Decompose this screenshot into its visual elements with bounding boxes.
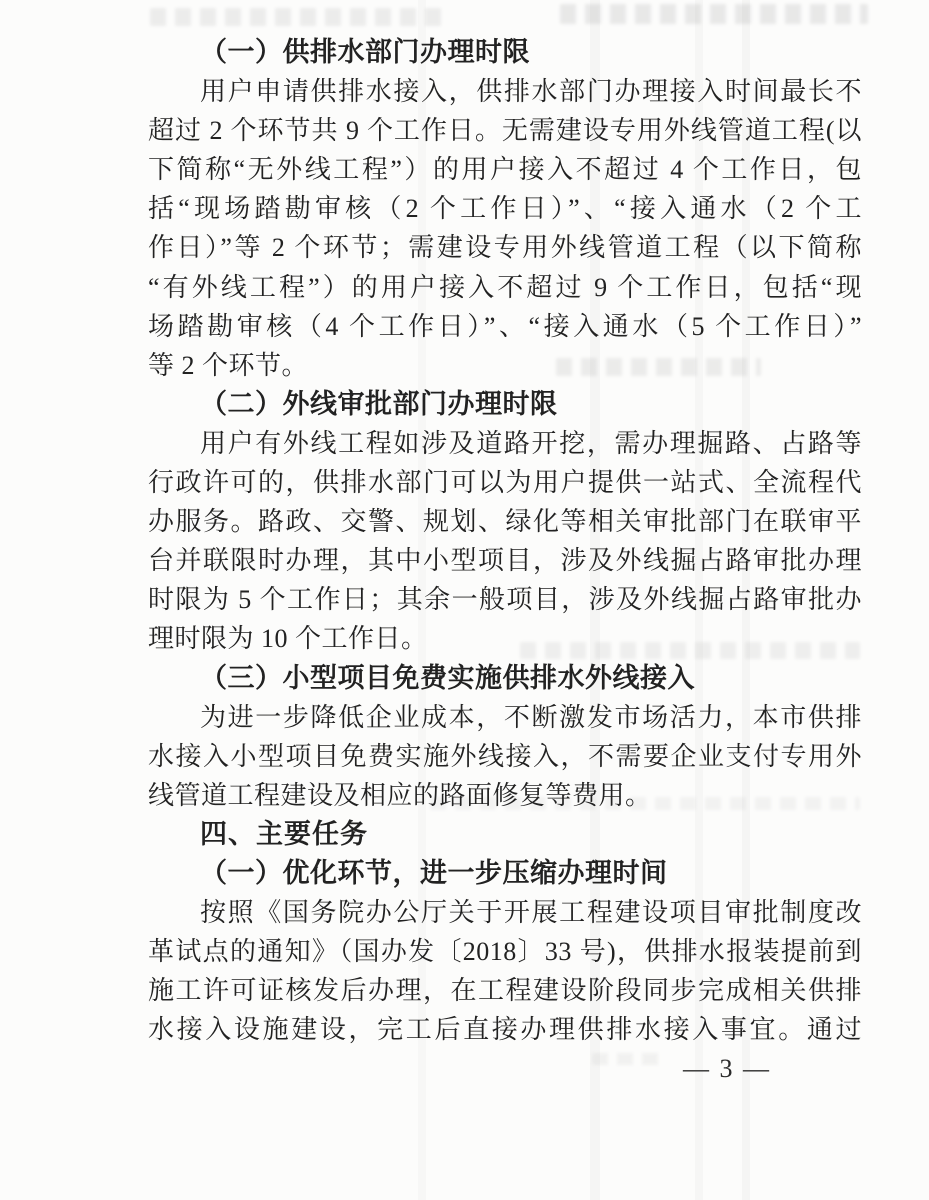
text-line: （三）小型项目免费实施供排水外线接入 [200,662,695,693]
text-line: （一）供排水部门办理时限 [200,37,530,67]
text-line: 水接入设施建设，完工后直接办理供排水接入事宜。通过 [148,1015,862,1045]
text-line: 水接入小型项目免费实施外线接入，不需要企业支付专用外 [148,741,862,771]
text-line: 办服务。路政、交警、规划、绿化等相关审批部门在联审平 [148,507,862,537]
text-line: 作日）”等 2 个环节；需建设专用外线管道工程（以下简称 [148,233,862,263]
text-line: 用户有外线工程如涉及道路开挖，需办理掘路、占路等 [200,428,862,458]
text-line: 时限为 5 个工作日；其余一般项目，涉及外线掘占路审批办 [148,585,862,615]
text-line: 括“现场踏勘审核（2 个工作日）”、“接入通水（2 个工 [148,194,862,224]
text-line: （二）外线审批部门办理时限 [200,388,558,419]
text-line: 四、主要任务 [200,818,368,849]
text-line: （一）优化环节，进一步压缩办理时间 [200,857,668,888]
text-line: 按照《国务院办公厅关于开展工程建设项目审批制度改 [200,898,862,928]
text-line: 施工许可证核发后办理，在工程建设阶段同步完成相关供排 [148,976,862,1006]
text-line: 等 2 个环节。 [148,350,309,380]
text-line: 下简称“无外线工程”）的用户接入不超过 4 个工作日，包 [148,155,862,185]
text-line: 超过 2 个环节共 9 个工作日。无需建设专用外线管道工程(以 [148,116,862,146]
text-line: 场踏勘审核（4 个工作日）”、“接入通水（5 个工作日）” [148,311,862,341]
text-line: 为进一步降低企业成本，不断激发市场活力，本市供排 [200,702,862,732]
document-text-block [148,33,862,1049]
text-line: 行政许可的，供排水部门可以为用户提供一站式、全流程代 [148,468,862,498]
text-line: “有外线工程”）的用户接入不超过 9 个工作日，包括“现 [148,272,862,302]
text-line: 用户申请供排水接入，供排水部门办理接入时间最长不 [200,77,862,107]
text-line: 线管道工程建设及相应的路面修复等费用。 [148,780,652,810]
text-line: 理时限为 10 个工作日。 [148,624,428,654]
bleedthrough-artifact [150,8,450,26]
text-line: 台并联限时办理，其中小型项目，涉及外线掘占路审批办理 [148,546,862,576]
text-line: 革试点的通知》（国办发〔2018〕33 号)，供排水报装提前到 [148,937,862,967]
bleedthrough-artifact [560,4,868,24]
page-number: — 3 — [683,1054,771,1083]
bleedthrough-artifact [592,1053,662,1065]
